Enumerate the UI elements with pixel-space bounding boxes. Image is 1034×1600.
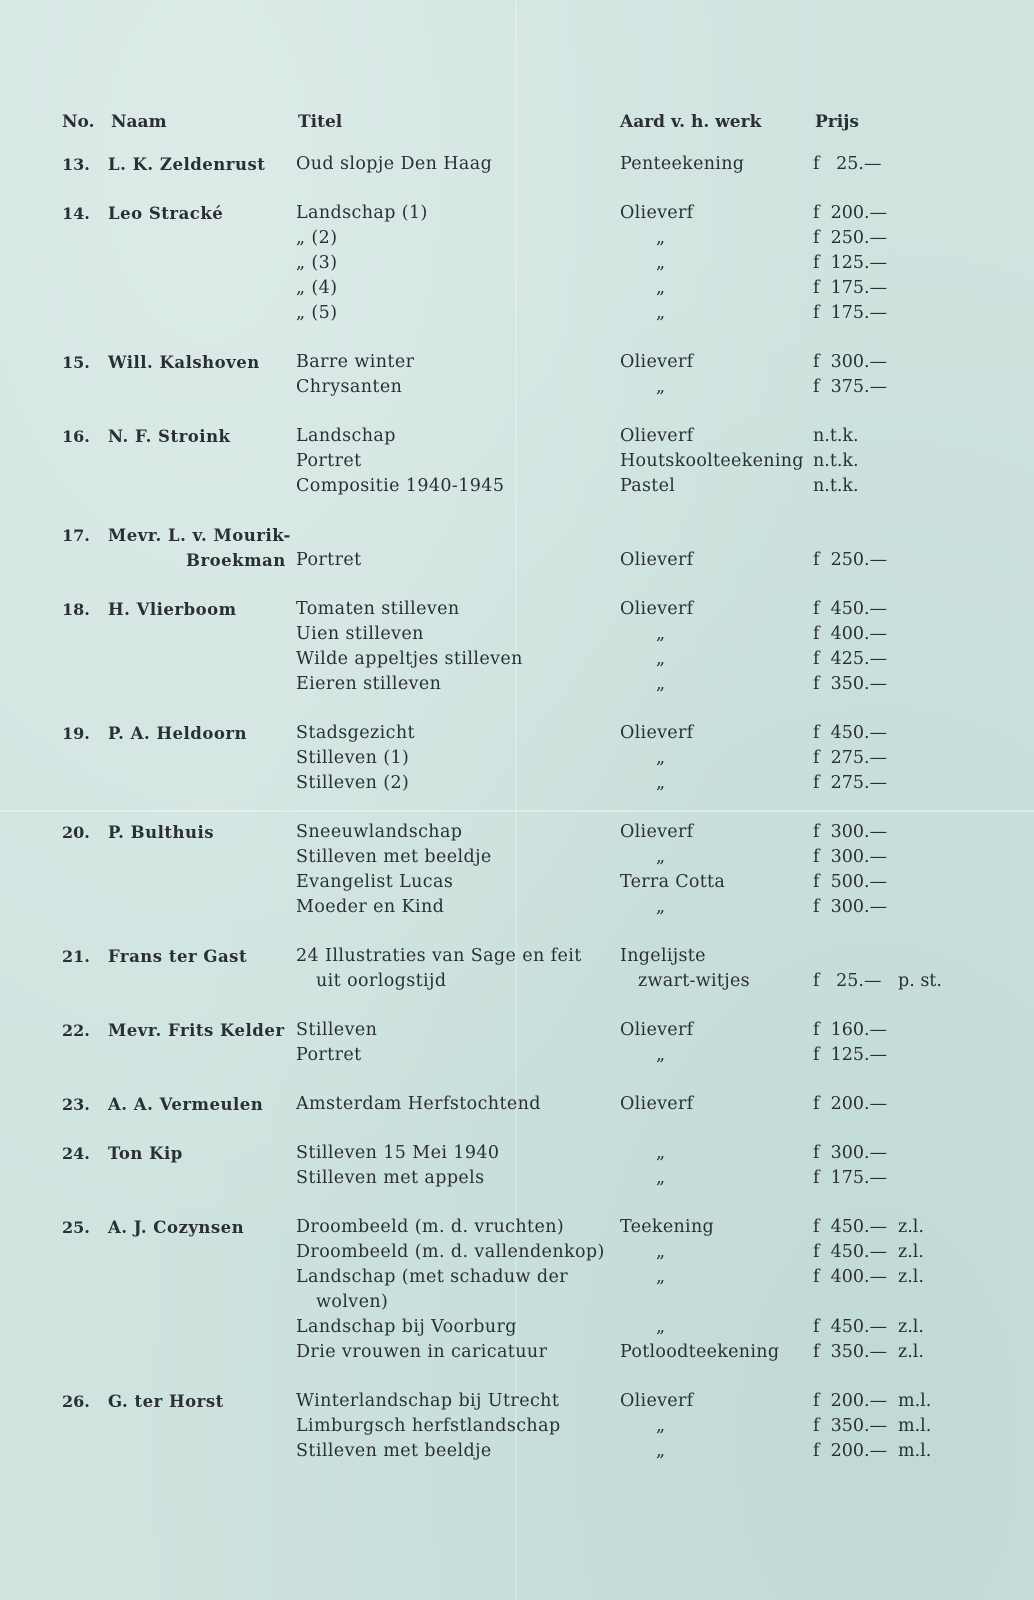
artist-name: A. J. Cozynsen — [108, 1218, 245, 1237]
work-medium: Olieverf — [620, 426, 694, 446]
price-note: p. st. — [898, 971, 942, 991]
entry-row — [0, 251, 1034, 276]
work-price: f 125.— — [813, 253, 888, 273]
artist-name: H. Vlierboom — [108, 600, 237, 619]
work-medium: „ — [656, 624, 666, 644]
price-note: z.l. — [898, 1342, 924, 1362]
header-naam: Naam — [111, 112, 167, 132]
entry-row — [0, 226, 1034, 251]
entry-number: 24. — [62, 1144, 90, 1163]
work-title: Droombeeld (m. d. vallendenkop) — [296, 1242, 605, 1262]
work-price: f 125.— — [813, 1045, 888, 1065]
entry-row — [0, 1092, 1034, 1117]
entry-row — [0, 1166, 1034, 1191]
work-title: Amsterdam Herfstochtend — [296, 1094, 541, 1114]
catalogue-entry — [0, 424, 1034, 523]
header-titel: Titel — [298, 112, 343, 132]
work-title: Stilleven (1) — [296, 748, 410, 768]
price-note: z.l. — [898, 1217, 924, 1237]
catalogue-entry — [0, 201, 1034, 350]
entry-number: 13. — [62, 155, 90, 174]
work-medium: Olieverf — [620, 550, 694, 570]
work-price: f 300.— — [813, 897, 888, 917]
catalogue-entry — [0, 1092, 1034, 1141]
work-price: f 300.— — [813, 822, 888, 842]
entry-row — [0, 870, 1034, 895]
catalogue-entry — [0, 1141, 1034, 1215]
work-title: Landschap bij Voorburg — [296, 1317, 517, 1337]
entry-number: 19. — [62, 724, 90, 743]
entry-row — [0, 746, 1034, 771]
catalogue-entry — [0, 721, 1034, 820]
price-note: m.l. — [898, 1441, 932, 1461]
work-price: f 450.— — [813, 1217, 888, 1237]
work-price: n.t.k. — [813, 426, 859, 446]
work-medium: „ — [656, 1416, 666, 1436]
work-medium: „ — [656, 847, 666, 867]
work-medium: „ — [656, 1317, 666, 1337]
work-medium: „ — [656, 1242, 666, 1262]
work-medium: „ — [656, 1168, 666, 1188]
work-medium: Terra Cotta — [620, 872, 726, 892]
work-medium: Pastel — [620, 476, 676, 496]
entry-row — [0, 1141, 1034, 1166]
work-medium: Ingelijste — [620, 946, 706, 966]
work-title: Stadsgezicht — [296, 723, 415, 743]
entry-row — [0, 1215, 1034, 1240]
work-price: f 500.— — [813, 872, 888, 892]
work-price: n.t.k. — [813, 451, 859, 471]
work-title: Droombeeld (m. d. vruchten) — [296, 1217, 565, 1237]
entry-number: 17. — [62, 526, 90, 545]
entry-row — [0, 276, 1034, 301]
entry-row — [0, 622, 1034, 647]
work-price: f 425.— — [813, 649, 888, 669]
work-title: „ (4) — [296, 278, 338, 298]
work-title: 24 Illustraties van Sage en feit — [296, 946, 582, 966]
artist-name: N. F. Stroink — [108, 427, 231, 446]
entry-row — [0, 1018, 1034, 1043]
work-medium: „ — [656, 1045, 666, 1065]
work-title: Landschap — [296, 426, 396, 446]
work-price: f 400.— — [813, 1267, 888, 1287]
entry-row — [0, 449, 1034, 474]
artist-name: L. K. Zeldenrust — [108, 155, 266, 174]
work-price: f 200.— — [813, 1441, 888, 1461]
entry-row — [0, 845, 1034, 870]
entry-row — [0, 944, 1034, 969]
work-title: Portret — [296, 550, 362, 570]
catalogue-entry — [0, 944, 1034, 1018]
entry-row — [0, 201, 1034, 226]
artist-name: Broekman — [186, 551, 286, 570]
entry-row — [0, 1340, 1034, 1365]
work-price: f 300.— — [813, 1143, 888, 1163]
header-prijs: Prijs — [815, 112, 859, 132]
work-price: f 350.— — [813, 674, 888, 694]
work-medium: „ — [656, 253, 666, 273]
work-title: wolven) — [316, 1292, 389, 1312]
work-price: n.t.k. — [813, 476, 859, 496]
work-price: f 200.— — [813, 1391, 888, 1411]
work-medium: Olieverf — [620, 203, 694, 223]
work-medium: „ — [656, 303, 666, 323]
work-title: Chrysanten — [296, 377, 403, 397]
catalogue-entry — [0, 1389, 1034, 1488]
entry-row — [0, 820, 1034, 845]
entry-row — [0, 375, 1034, 400]
price-note: m.l. — [898, 1416, 932, 1436]
entry-row — [0, 301, 1034, 326]
entry-row — [0, 672, 1034, 697]
artist-name: Leo Stracké — [108, 204, 224, 223]
work-title: Tomaten stilleven — [296, 599, 460, 619]
work-title: Moeder en Kind — [296, 897, 445, 917]
work-title: Oud slopje Den Haag — [296, 154, 493, 174]
entry-row — [0, 523, 1034, 548]
work-title: Drie vrouwen in caricatuur — [296, 1342, 548, 1362]
artist-name: Frans ter Gast — [108, 947, 248, 966]
work-price: f 350.— — [813, 1416, 888, 1436]
artist-name: G. ter Horst — [108, 1392, 224, 1411]
entry-row — [0, 771, 1034, 796]
price-note: z.l. — [898, 1317, 924, 1337]
work-title: Stilleven met appels — [296, 1168, 485, 1188]
entry-row — [0, 1389, 1034, 1414]
entry-number: 18. — [62, 600, 90, 619]
entry-row — [0, 1439, 1034, 1464]
entry-row — [0, 1265, 1034, 1290]
work-title: „ (2) — [296, 228, 338, 248]
work-price: f 160.— — [813, 1020, 888, 1040]
entry-number: 14. — [62, 204, 90, 223]
catalogue-entry — [0, 152, 1034, 201]
work-title: Eieren stilleven — [296, 674, 442, 694]
work-title: „ (3) — [296, 253, 338, 273]
entry-number: 15. — [62, 353, 90, 372]
work-title: Stilleven met beeldje — [296, 1441, 492, 1461]
entry-row — [0, 474, 1034, 499]
entry-number: 26. — [62, 1392, 90, 1411]
work-medium: Olieverf — [620, 1391, 694, 1411]
entry-row — [0, 548, 1034, 573]
table-header — [0, 112, 1034, 136]
work-medium: „ — [656, 897, 666, 917]
work-price: f 450.— — [813, 1317, 888, 1337]
work-medium: zwart-witjes — [638, 971, 750, 991]
work-medium: Penteekening — [620, 154, 745, 174]
artist-name: Ton Kip — [108, 1144, 183, 1163]
work-price: f 450.— — [813, 1242, 888, 1262]
work-title: uit oorlogstijd — [316, 971, 447, 991]
entry-number: 20. — [62, 823, 90, 842]
work-medium: „ — [656, 228, 666, 248]
work-title: Sneeuwlandschap — [296, 822, 463, 842]
catalogue-entry — [0, 350, 1034, 424]
work-title: Portret — [296, 1045, 362, 1065]
work-title: Landschap (1) — [296, 203, 428, 223]
work-title: Compositie 1940-1945 — [296, 476, 505, 496]
work-price: f 275.— — [813, 773, 888, 793]
work-title: Evangelist Lucas — [296, 872, 454, 892]
work-medium: Teekening — [620, 1217, 715, 1237]
work-title: Uien stilleven — [296, 624, 424, 644]
work-price: f 250.— — [813, 550, 888, 570]
entry-number: 21. — [62, 947, 90, 966]
catalogue-entry — [0, 1215, 1034, 1389]
work-price: f 175.— — [813, 303, 888, 323]
work-medium: „ — [656, 1267, 666, 1287]
work-medium: Olieverf — [620, 352, 694, 372]
work-title: Stilleven 15 Mei 1940 — [296, 1143, 500, 1163]
work-price: f 200.— — [813, 1094, 888, 1114]
entry-row — [0, 1043, 1034, 1068]
entry-number: 16. — [62, 427, 90, 446]
catalogue-entry — [0, 1018, 1034, 1092]
entry-row — [0, 895, 1034, 920]
work-price: f 300.— — [813, 352, 888, 372]
work-medium: „ — [656, 649, 666, 669]
work-title: Wilde appeltjes stilleven — [296, 649, 523, 669]
work-medium: Olieverf — [620, 822, 694, 842]
work-medium: „ — [656, 773, 666, 793]
price-note: m.l. — [898, 1391, 932, 1411]
entry-row — [0, 1414, 1034, 1439]
work-price: f 450.— — [813, 599, 888, 619]
work-title: Winterlandschap bij Utrecht — [296, 1391, 560, 1411]
work-price: f 25.— — [813, 154, 882, 174]
work-medium: Potloodteekening — [620, 1342, 780, 1362]
work-price: f 200.— — [813, 203, 888, 223]
entry-number: 23. — [62, 1095, 90, 1114]
work-price: f 175.— — [813, 1168, 888, 1188]
entry-number: 25. — [62, 1218, 90, 1237]
work-title: Stilleven (2) — [296, 773, 410, 793]
work-medium: „ — [656, 278, 666, 298]
artist-name: Mevr. Frits Kelder — [108, 1021, 285, 1040]
work-price: f 300.— — [813, 847, 888, 867]
work-price: f 450.— — [813, 723, 888, 743]
work-title: „ (5) — [296, 303, 338, 323]
work-price: f 250.— — [813, 228, 888, 248]
entry-row — [0, 1240, 1034, 1265]
entry-row — [0, 647, 1034, 672]
artist-name: A. A. Vermeulen — [108, 1095, 264, 1114]
price-note: z.l. — [898, 1267, 924, 1287]
entry-number: 22. — [62, 1021, 90, 1040]
price-note: z.l. — [898, 1242, 924, 1262]
work-title: Limburgsch herfstlandschap — [296, 1416, 561, 1436]
work-price: f 275.— — [813, 748, 888, 768]
work-price: f 25.— — [813, 971, 882, 991]
catalogue-entry — [0, 523, 1034, 597]
work-medium: „ — [656, 674, 666, 694]
artist-name: Will. Kalshoven — [108, 353, 260, 372]
entry-row — [0, 969, 1034, 994]
work-title: Portret — [296, 451, 362, 471]
work-medium: Olieverf — [620, 723, 694, 743]
work-medium: „ — [656, 1441, 666, 1461]
catalogue-entries — [0, 152, 1034, 1488]
header-aard: Aard v. h. werk — [620, 112, 762, 132]
entry-row — [0, 350, 1034, 375]
entry-row — [0, 424, 1034, 449]
header-no: No. — [62, 112, 95, 132]
work-medium: Olieverf — [620, 1094, 694, 1114]
work-medium: „ — [656, 748, 666, 768]
work-medium: Olieverf — [620, 599, 694, 619]
entry-row — [0, 597, 1034, 622]
work-title: Landschap (met schaduw der — [296, 1267, 568, 1287]
entry-row — [0, 1315, 1034, 1340]
work-price: f 375.— — [813, 377, 888, 397]
artist-name: P. Bulthuis — [108, 823, 215, 842]
work-title: Barre winter — [296, 352, 415, 372]
catalogue-entry — [0, 597, 1034, 721]
work-medium: „ — [656, 1143, 666, 1163]
work-medium: Houtskoolteekening — [620, 451, 804, 471]
work-price: f 400.— — [813, 624, 888, 644]
entry-row — [0, 721, 1034, 746]
work-medium: „ — [656, 377, 666, 397]
artist-name: P. A. Heldoorn — [108, 724, 248, 743]
catalogue-entry — [0, 820, 1034, 944]
artist-name: Mevr. L. v. Mourik- — [108, 526, 291, 545]
work-price: f 350.— — [813, 1342, 888, 1362]
work-medium: Olieverf — [620, 1020, 694, 1040]
work-price: f 175.— — [813, 278, 888, 298]
entry-row — [0, 152, 1034, 177]
work-title: Stilleven met beeldje — [296, 847, 492, 867]
work-title: Stilleven — [296, 1020, 378, 1040]
entry-row — [0, 1290, 1034, 1315]
